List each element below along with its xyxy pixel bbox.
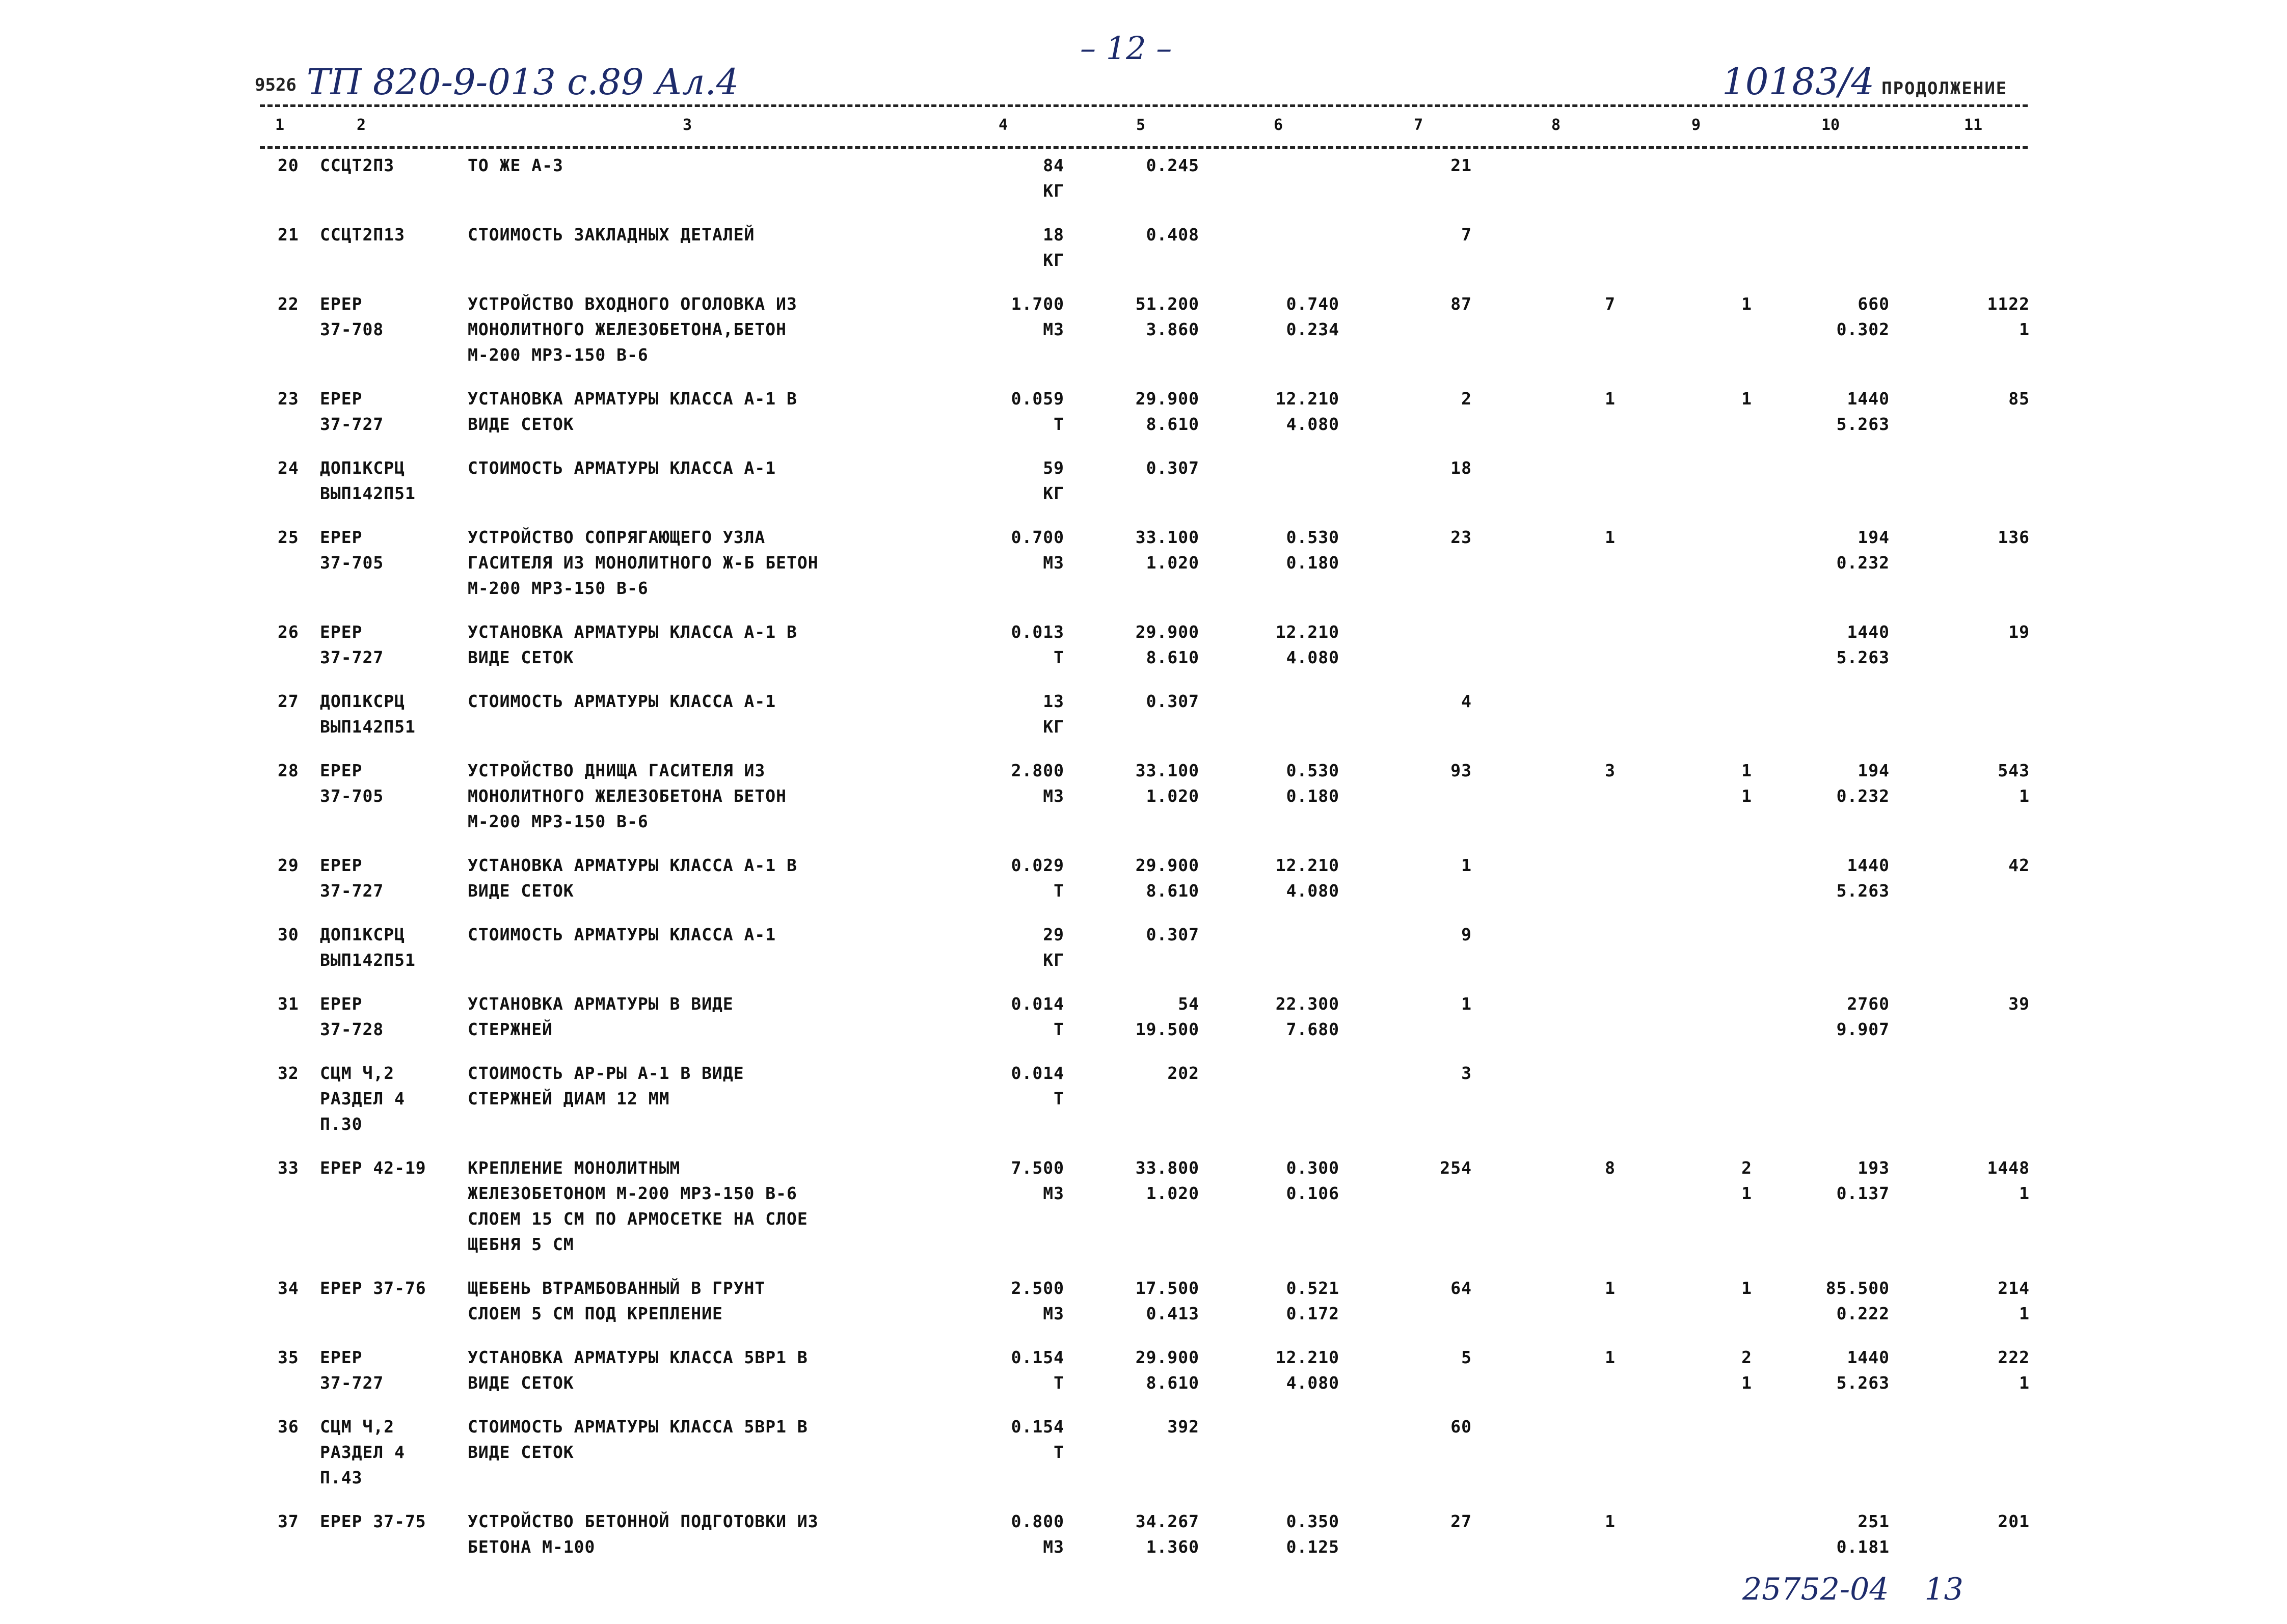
unit-cost: 0.307	[1146, 925, 1199, 944]
column-header-1: 1	[275, 116, 285, 134]
labor-norm: 9.907	[1836, 1019, 1890, 1039]
wage-cost: 0.172	[1286, 1304, 1339, 1323]
work-description: СТЕРЖНЕЙ	[468, 1019, 553, 1039]
labor-total: 19	[2008, 622, 2030, 642]
work-description: УСТРОЙСТВО БЕТОННОЙ ПОДГОТОВКИ ИЗ	[468, 1511, 819, 1531]
work-description: УСТАНОВКА АРМАТУРЫ КЛАССА 5ВР1 В	[468, 1347, 808, 1367]
total-wage: 7	[1605, 294, 1616, 314]
wage-cost: 0.530	[1286, 527, 1339, 547]
total-cost: 254	[1440, 1158, 1472, 1178]
work-description: М-200 МРЗ-150 В-6	[468, 578, 649, 598]
total-wage: 3	[1605, 761, 1616, 780]
total-cost: 87	[1450, 294, 1472, 314]
header-divider-bottom	[260, 146, 2028, 149]
wage-cost: 12.210	[1275, 1347, 1339, 1367]
column-header-7: 7	[1414, 116, 1423, 134]
work-description: СТОИМОСТЬ АРМАТУРЫ КЛАССА А-1	[468, 458, 776, 478]
labor-total: 201	[1998, 1511, 2030, 1531]
wage-cost: 0.740	[1286, 294, 1339, 314]
quantity-unit: 1.700	[1011, 294, 1064, 314]
quantity-unit: КГ	[1043, 717, 1064, 737]
quantity-unit: 0.014	[1011, 994, 1064, 1014]
quantity-unit: М3	[1043, 553, 1064, 573]
unit-cost: 1.020	[1146, 786, 1199, 806]
page-number: – 12 –	[1080, 30, 1172, 67]
unit-cost: 0.307	[1146, 458, 1199, 478]
wage-cost: 4.080	[1286, 1373, 1339, 1393]
wage-cost: 4.080	[1286, 414, 1339, 434]
row-number: 33	[278, 1158, 299, 1178]
row-number: 24	[278, 458, 299, 478]
machine-cost: 1	[1741, 1278, 1752, 1298]
resource-code: СЦМ Ч,2	[320, 1417, 395, 1437]
column-header-row	[0, 116, 2287, 137]
wage-cost: 0.300	[1286, 1158, 1339, 1178]
total-wage: 8	[1605, 1158, 1616, 1178]
unit-cost: 1.360	[1146, 1537, 1199, 1557]
unit-cost: 0.307	[1146, 691, 1199, 711]
resource-code: ССЦТ2П13	[320, 225, 405, 245]
total-cost: 64	[1450, 1278, 1472, 1298]
labor-total: 1	[2019, 1373, 2030, 1393]
unit-cost: 33.100	[1135, 761, 1199, 780]
labor-total: 136	[1998, 527, 2030, 547]
quantity-unit: 0.154	[1011, 1347, 1064, 1367]
row-number: 37	[278, 1511, 299, 1531]
quantity-unit: КГ	[1043, 950, 1064, 970]
work-description: ТО ЖЕ А-3	[468, 155, 563, 175]
work-description: УСТАНОВКА АРМАТУРЫ КЛАССА А-1 В	[468, 855, 797, 875]
resource-code: ДОП1КСРЦ	[320, 691, 405, 711]
document-number-header	[1722, 60, 2007, 103]
machine-cost: 1	[1741, 1373, 1752, 1393]
total-cost: 9	[1461, 925, 1472, 944]
resource-code: ЕРЕР	[320, 761, 363, 780]
quantity-unit: 18	[1043, 225, 1064, 245]
wage-cost: 0.530	[1286, 761, 1339, 780]
resource-code: П.43	[320, 1468, 363, 1487]
work-description: СТОИМОСТЬ АРМАТУРЫ КЛАССА А-1	[468, 925, 776, 944]
labor-total: 1	[2019, 1304, 2030, 1323]
machine-cost: 2	[1741, 1347, 1752, 1367]
wage-cost: 12.210	[1275, 855, 1339, 875]
resource-code: СЦМ Ч,2	[320, 1063, 395, 1083]
labor-total: 1	[2019, 319, 2030, 339]
wage-cost: 4.080	[1286, 647, 1339, 667]
work-description: М-200 МРЗ-150 В-6	[468, 811, 649, 831]
resource-code: 37-705	[320, 786, 384, 806]
quantity-unit: Т	[1054, 881, 1064, 901]
machine-cost: 1	[1741, 786, 1752, 806]
work-description: ВИДЕ СЕТОК	[468, 647, 574, 667]
work-description: УСТРОЙСТВО ВХОДНОГО ОГОЛОВКА ИЗ	[468, 294, 797, 314]
total-cost: 5	[1461, 1347, 1472, 1367]
wage-cost: 0.180	[1286, 786, 1339, 806]
row-number: 32	[278, 1063, 299, 1083]
column-header-3: 3	[683, 116, 692, 134]
total-cost: 18	[1450, 458, 1472, 478]
row-number: 36	[278, 1417, 299, 1437]
resource-code: 37-727	[320, 647, 384, 667]
unit-cost: 17.500	[1135, 1278, 1199, 1298]
row-number: 26	[278, 622, 299, 642]
total-cost: 27	[1450, 1511, 1472, 1531]
resource-code: ЕРЕР	[320, 622, 363, 642]
resource-code: 37-727	[320, 414, 384, 434]
total-wage: 1	[1605, 389, 1616, 409]
row-number: 20	[278, 155, 299, 175]
quantity-unit: 59	[1043, 458, 1064, 478]
labor-norm: 0.232	[1836, 786, 1890, 806]
resource-code: ДОП1КСРЦ	[320, 925, 405, 944]
resource-code: РАЗДЕЛ 4	[320, 1089, 405, 1108]
column-header-5: 5	[1136, 116, 1146, 134]
quantity-unit: 29	[1043, 925, 1064, 944]
footer-page-number: 13	[1924, 1572, 1963, 1607]
work-description: КРЕПЛЕНИЕ МОНОЛИТНЫМ	[468, 1158, 681, 1178]
quantity-unit: КГ	[1043, 181, 1064, 201]
total-cost: 1	[1461, 994, 1472, 1014]
column-header-2: 2	[357, 116, 366, 134]
labor-norm: 0.232	[1836, 553, 1890, 573]
total-cost: 1	[1461, 855, 1472, 875]
machine-cost: 1	[1741, 761, 1752, 780]
header-divider-top	[260, 104, 2028, 107]
document-number: 10183/4	[1722, 60, 1875, 103]
labor-norm: 2760	[1847, 994, 1890, 1014]
unit-cost: 8.610	[1146, 647, 1199, 667]
wage-cost: 0.125	[1286, 1537, 1339, 1557]
quantity-unit: КГ	[1043, 250, 1064, 270]
resource-code: ВЫП142П51	[320, 483, 416, 503]
unit-cost: 8.610	[1146, 881, 1199, 901]
work-description: БЕТОНА М-100	[468, 1537, 596, 1557]
wage-cost: 0.350	[1286, 1511, 1339, 1531]
labor-total: 85	[2008, 389, 2030, 409]
unit-cost: 29.900	[1135, 1347, 1199, 1367]
column-header-10: 10	[1821, 116, 1840, 134]
labor-total: 222	[1998, 1347, 2030, 1367]
continuation-label: ПРОДОЛЖЕНИЕ	[1881, 78, 2008, 99]
total-cost: 7	[1461, 225, 1472, 245]
quantity-unit: 7.500	[1011, 1158, 1064, 1178]
total-cost: 2	[1461, 389, 1472, 409]
labor-norm: 0.222	[1836, 1304, 1890, 1323]
row-number: 22	[278, 294, 299, 314]
total-cost: 60	[1450, 1417, 1472, 1437]
quantity-unit: 0.154	[1011, 1417, 1064, 1437]
unit-cost: 1.020	[1146, 1183, 1199, 1203]
unit-cost: 0.245	[1146, 155, 1199, 175]
machine-cost: 1	[1741, 294, 1752, 314]
quantity-unit: М3	[1043, 786, 1064, 806]
unit-cost: 1.020	[1146, 553, 1199, 573]
row-number: 35	[278, 1347, 299, 1367]
wage-cost: 12.210	[1275, 622, 1339, 642]
work-description: СТОИМОСТЬ АРМАТУРЫ КЛАССА А-1	[468, 691, 776, 711]
unit-cost: 33.800	[1135, 1158, 1199, 1178]
quantity-unit: 0.800	[1011, 1511, 1064, 1531]
quantity-unit: М3	[1043, 1304, 1064, 1323]
labor-norm: 193	[1858, 1158, 1890, 1178]
work-description: М-200 МРЗ-150 В-6	[468, 345, 649, 365]
labor-norm: 1440	[1847, 389, 1890, 409]
quantity-unit: М3	[1043, 1183, 1064, 1203]
footer-note	[1742, 1572, 1963, 1607]
labor-total: 1	[2019, 786, 2030, 806]
resource-code: 37-705	[320, 553, 384, 573]
quantity-unit: Т	[1054, 414, 1064, 434]
wage-cost: 22.300	[1275, 994, 1339, 1014]
work-description: МОНОЛИТНОГО ЖЕЛЕЗОБЕТОНА,БЕТОН	[468, 319, 787, 339]
quantity-unit: Т	[1054, 647, 1064, 667]
resource-code: ЕРЕР	[320, 294, 363, 314]
quantity-unit: 13	[1043, 691, 1064, 711]
resource-code: ЕРЕР	[320, 1347, 363, 1367]
work-description: УСТРОЙСТВО ДНИЩА ГАСИТЕЛЯ ИЗ	[468, 761, 766, 780]
labor-norm: 5.263	[1836, 1373, 1890, 1393]
labor-total: 1122	[1987, 294, 2030, 314]
work-description: СТОИМОСТЬ АР-РЫ А-1 В ВИДЕ	[468, 1063, 744, 1083]
unit-cost: 8.610	[1146, 1373, 1199, 1393]
unit-cost: 51.200	[1135, 294, 1199, 314]
labor-total: 543	[1998, 761, 2030, 780]
resource-code: ВЫП142П51	[320, 950, 416, 970]
labor-norm: 194	[1858, 527, 1890, 547]
work-description: ГАСИТЕЛЯ ИЗ МОНОЛИТНОГО Ж-Б БЕТОН	[468, 553, 819, 573]
wage-cost: 7.680	[1286, 1019, 1339, 1039]
work-description: СЛОЕМ 5 СМ ПОД КРЕПЛЕНИЕ	[468, 1304, 723, 1323]
labor-norm: 194	[1858, 761, 1890, 780]
unit-cost: 0.413	[1146, 1304, 1199, 1323]
labor-total: 214	[1998, 1278, 2030, 1298]
total-wage: 1	[1605, 1511, 1616, 1531]
labor-norm: 0.137	[1836, 1183, 1890, 1203]
machine-cost: 2	[1741, 1158, 1752, 1178]
wage-cost: 0.234	[1286, 319, 1339, 339]
row-number: 28	[278, 761, 299, 780]
total-cost: 4	[1461, 691, 1472, 711]
column-header-11: 11	[1964, 116, 1983, 134]
unit-cost: 19.500	[1135, 1019, 1199, 1039]
document-code: ТП 820-9-013 с.89 Ал.4	[306, 61, 739, 103]
column-header-8: 8	[1551, 116, 1561, 134]
work-description: СТОИМОСТЬ АРМАТУРЫ КЛАССА 5ВР1 В	[468, 1417, 808, 1437]
labor-norm: 0.302	[1836, 319, 1890, 339]
quantity-unit: 0.014	[1011, 1063, 1064, 1083]
total-wage: 1	[1605, 527, 1616, 547]
column-header-6: 6	[1274, 116, 1283, 134]
machine-cost: 1	[1741, 1183, 1752, 1203]
labor-norm: 1440	[1847, 1347, 1890, 1367]
work-description: ВИДЕ СЕТОК	[468, 881, 574, 901]
unit-cost: 54	[1178, 994, 1199, 1014]
total-wage: 1	[1605, 1347, 1616, 1367]
labor-total: 39	[2008, 994, 2030, 1014]
sheet-number: 9526	[255, 75, 297, 95]
resource-code: ЕРЕР 37-76	[320, 1278, 426, 1298]
wage-cost: 0.521	[1286, 1278, 1339, 1298]
work-description: ВИДЕ СЕТОК	[468, 1442, 574, 1462]
quantity-unit: 0.013	[1011, 622, 1064, 642]
resource-code: ССЦТ2П3	[320, 155, 395, 175]
quantity-unit: Т	[1054, 1019, 1064, 1039]
quantity-unit: 2.800	[1011, 761, 1064, 780]
unit-cost: 0.408	[1146, 225, 1199, 245]
work-description: УСТАНОВКА АРМАТУРЫ В ВИДЕ	[468, 994, 734, 1014]
resource-code: ЕРЕР 42-19	[320, 1158, 426, 1178]
quantity-unit: Т	[1054, 1442, 1064, 1462]
labor-norm: 5.263	[1836, 414, 1890, 434]
resource-code: ЕРЕР	[320, 855, 363, 875]
quantity-unit: Т	[1054, 1373, 1064, 1393]
resource-code: ДОП1КСРЦ	[320, 458, 405, 478]
total-wage: 1	[1605, 1278, 1616, 1298]
work-description: ЩЕБЕНЬ ВТРАМБОВАННЫЙ В ГРУНТ	[468, 1278, 766, 1298]
total-cost: 21	[1450, 155, 1472, 175]
row-number: 27	[278, 691, 299, 711]
wage-cost: 4.080	[1286, 881, 1339, 901]
wage-cost: 12.210	[1275, 389, 1339, 409]
work-description: ВИДЕ СЕТОК	[468, 414, 574, 434]
row-number: 29	[278, 855, 299, 875]
labor-total: 1	[2019, 1183, 2030, 1203]
labor-norm: 1440	[1847, 622, 1890, 642]
work-description: СТЕРЖНЕЙ ДИАМ 12 ММ	[468, 1089, 670, 1108]
quantity-unit: М3	[1043, 319, 1064, 339]
quantity-unit: КГ	[1043, 483, 1064, 503]
total-cost: 3	[1461, 1063, 1472, 1083]
resource-code: 37-727	[320, 1373, 384, 1393]
work-description: СЛОЕМ 15 СМ ПО АРМОСЕТКЕ НА СЛОЕ	[468, 1209, 808, 1229]
machine-cost: 1	[1741, 389, 1752, 409]
unit-cost: 202	[1167, 1063, 1199, 1083]
quantity-unit: 2.500	[1011, 1278, 1064, 1298]
resource-code: П.30	[320, 1114, 363, 1134]
resource-code: 37-728	[320, 1019, 384, 1039]
resource-code: ЕРЕР	[320, 527, 363, 547]
resource-code: ЕРЕР	[320, 389, 363, 409]
column-header-9: 9	[1691, 116, 1701, 134]
resource-code: 37-727	[320, 881, 384, 901]
quantity-unit: 0.700	[1011, 527, 1064, 547]
document-code-header	[255, 61, 739, 103]
row-number: 25	[278, 527, 299, 547]
resource-code: ЕРЕР 37-75	[320, 1511, 426, 1531]
work-description: СТОИМОСТЬ ЗАКЛАДНЫХ ДЕТАЛЕЙ	[468, 225, 755, 245]
work-description: УСТАНОВКА АРМАТУРЫ КЛАССА А-1 В	[468, 622, 797, 642]
work-description: УСТАНОВКА АРМАТУРЫ КЛАССА А-1 В	[468, 389, 797, 409]
labor-total: 42	[2008, 855, 2030, 875]
work-description: УСТРОЙСТВО СОПРЯГАЮЩЕГО УЗЛА	[468, 527, 766, 547]
labor-norm: 5.263	[1836, 881, 1890, 901]
estimate-table	[0, 153, 2287, 1557]
quantity-unit: М3	[1043, 1537, 1064, 1557]
labor-norm: 85.500	[1825, 1278, 1890, 1298]
labor-total: 1448	[1987, 1158, 2030, 1178]
unit-cost: 8.610	[1146, 414, 1199, 434]
unit-cost: 3.860	[1146, 319, 1199, 339]
labor-norm: 660	[1858, 294, 1890, 314]
total-cost: 93	[1450, 761, 1472, 780]
row-number: 31	[278, 994, 299, 1014]
wage-cost: 0.180	[1286, 553, 1339, 573]
quantity-unit: 0.059	[1011, 389, 1064, 409]
labor-norm: 0.181	[1836, 1537, 1890, 1557]
unit-cost: 34.267	[1135, 1511, 1199, 1531]
resource-code: 37-708	[320, 319, 384, 339]
work-description: МОНОЛИТНОГО ЖЕЛЕЗОБЕТОНА БЕТОН	[468, 786, 787, 806]
row-number: 23	[278, 389, 299, 409]
column-header-4: 4	[999, 116, 1008, 134]
labor-norm: 251	[1858, 1511, 1890, 1531]
work-description: ЩЕБНЯ 5 СМ	[468, 1234, 574, 1254]
unit-cost: 29.900	[1135, 855, 1199, 875]
unit-cost: 29.900	[1135, 389, 1199, 409]
labor-norm: 5.263	[1836, 647, 1890, 667]
quantity-unit: Т	[1054, 1089, 1064, 1108]
unit-cost: 392	[1167, 1417, 1199, 1437]
unit-cost: 29.900	[1135, 622, 1199, 642]
quantity-unit: 84	[1043, 155, 1064, 175]
row-number: 30	[278, 925, 299, 944]
unit-cost: 33.100	[1135, 527, 1199, 547]
row-number: 21	[278, 225, 299, 245]
resource-code: ВЫП142П51	[320, 717, 416, 737]
footer-document-number: 25752-04	[1742, 1572, 1889, 1607]
quantity-unit: 0.029	[1011, 855, 1064, 875]
work-description: ВИДЕ СЕТОК	[468, 1373, 574, 1393]
wage-cost: 0.106	[1286, 1183, 1339, 1203]
resource-code: ЕРЕР	[320, 994, 363, 1014]
total-cost: 23	[1450, 527, 1472, 547]
row-number: 34	[278, 1278, 299, 1298]
labor-norm: 1440	[1847, 855, 1890, 875]
resource-code: РАЗДЕЛ 4	[320, 1442, 405, 1462]
work-description: ЖЕЛЕЗОБЕТОНОМ М-200 МРЗ-150 В-6	[468, 1183, 797, 1203]
